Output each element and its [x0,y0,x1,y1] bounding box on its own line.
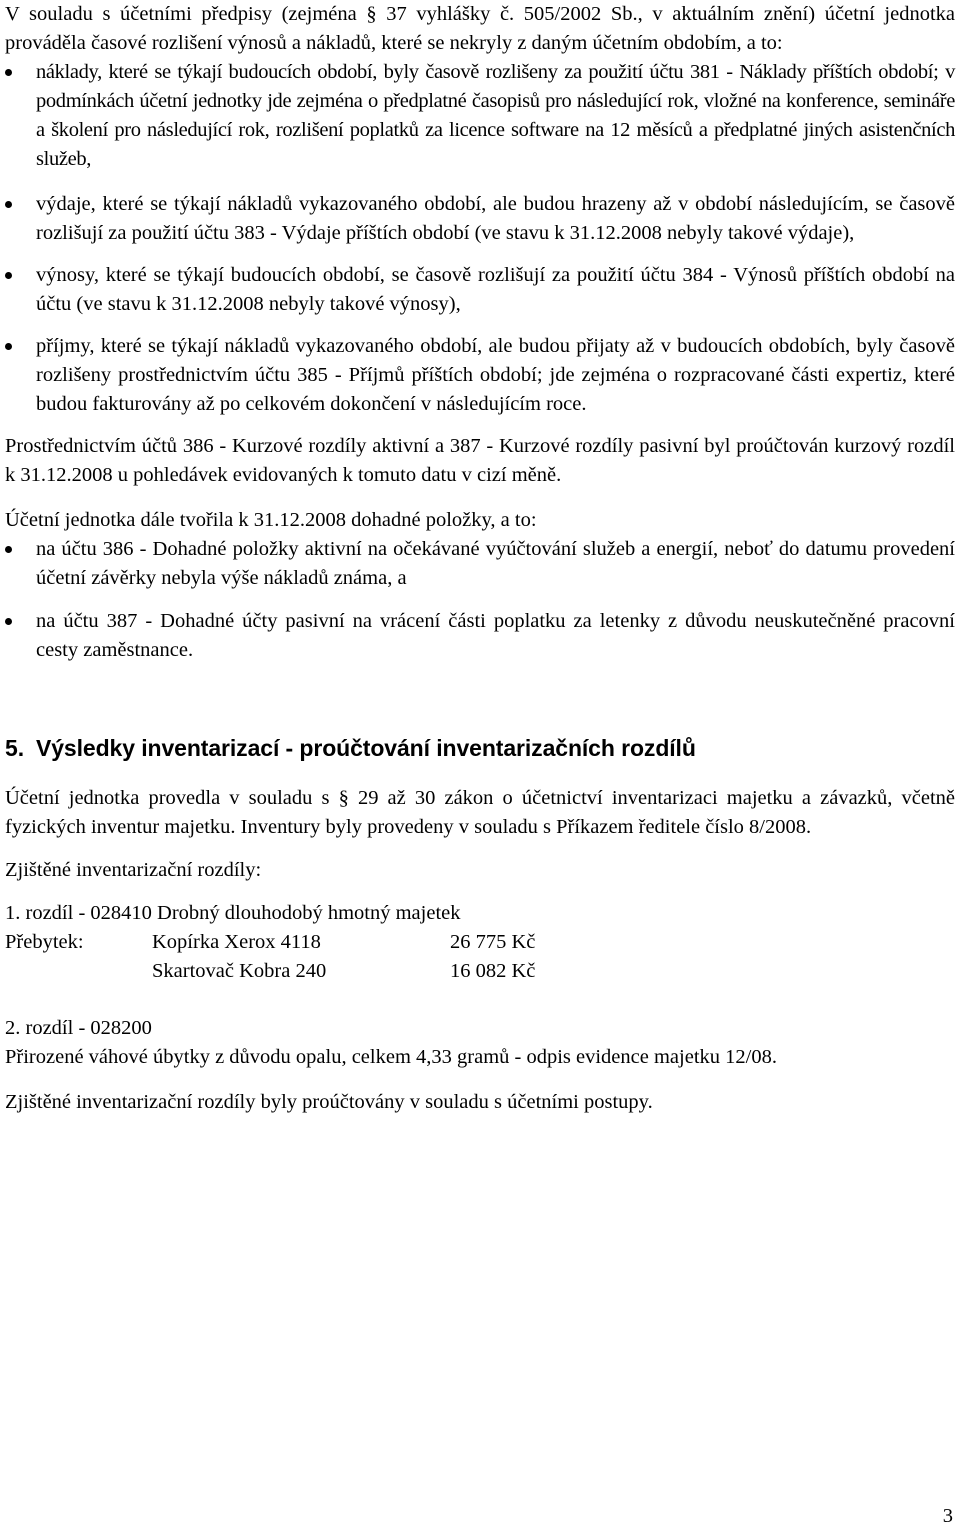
section-heading [5,733,955,763]
inventory-paragraph: Účetní jednotka provedla v souladu s § 29 až 30 zákon o účetnictví inventarizaci majetku a závazků, včetně fyzických inventur majetku. Inventury byly provedeny v souladu s Příkazem ředitele číslo 8/2008. [5,787,955,838]
section-number: 5. [5,735,24,761]
list-item-text: náklady, které se týkají budoucích období, byly časově rozlišeny za použití účtu 381 - Náklady příštích období; v podmínkách účetní jednotky jde zejména o předplatné časopisů pro následující rok, vložné na konference, semináře a školení pro následující rok, rozlišení poplatků za licence software na 12 měsíců a předplatné jiných asistenčních služeb, [36,61,955,170]
list-item [5,332,955,419]
exchange-rate-paragraph: Prostřednictvím účtů 386 - Kurzové rozdíly aktivní a 387 - Kurzové rozdíly pasivní byl proúčtován kurzový rozdíl k 31.12.2008 u pohledávek evidovaných k tomuto datu v cizí měně. [5,435,955,486]
surplus-item-amount: 26 775 Kč [450,931,536,953]
bullet-icon [5,69,12,76]
document-page [5,0,955,1117]
list-item-text: výnosy, které se týkají budoucích období, se časově rozlišují za použití účtu 384 - Výnosů příštích období na účtu (ve stavu k 31.12.2008 nebyly takové výnosy), [36,264,955,315]
list-item [5,607,955,665]
differences-label: Zjištěné inventarizační rozdíly: [5,859,262,881]
surplus-item-name: Skartovač Kobra 240 [152,960,327,982]
surplus-label-spacer [5,957,152,986]
list-item [5,535,955,593]
estimates-intro: Účetní jednotka dále tvořila k 31.12.2008 dohadné položky, a to: [5,509,537,531]
bullet-icon [5,618,12,625]
bullet-icon [5,272,12,279]
list-item-text: na účtu 386 - Dohadné položky aktivní na očekávané vyúčtování služeb a energií, neboť do datumu provedení účetní závěrky nebyla výše nákladů známa, a [36,538,955,589]
list-item [5,190,955,248]
surplus-table [5,928,955,986]
list-item [5,58,955,174]
difference-2-text: Přirozené váhové úbytky z důvodu opalu, celkem 4,33 gramů - odpis evidence majetku 12/08. [5,1046,777,1068]
list-item [5,261,955,319]
accruals-list [5,58,955,419]
difference-2-title: 2. rozdíl - 028200 [5,1017,152,1039]
difference-1-title: 1. rozdíl - 028410 Drobný dlouhodobý hmotný majetek [5,902,461,924]
list-item-text: příjmy, které se týkají nákladů vykazovaného období, ale budou přijaty až v budoucích obdobích, byly časově rozlišeny prostřednictvím účtu 385 - Příjmů příštích období; jde zejména o rozpracované části expertiz, které budou fakturovány až po celkovém dokončení v následujícím roce. [36,335,955,415]
bullet-icon [5,546,12,553]
intro-paragraph: V souladu s účetními předpisy (zejména § 37 vyhlášky č. 505/2002 Sb., v aktuálním znění) účetní jednotka prováděla časové rozlišení výnosů a nákladů, které se nekryly z daným účetním obdobím, a to: [5,3,955,54]
surplus-label: Přebytek: [5,931,84,953]
surplus-item-amount: 16 082 Kč [450,960,536,982]
list-item-text: výdaje, které se týkají nákladů vykazovaného období, ale budou hrazeny až v období následujícím, se časově rozlišují za použití účtu 383 - Výdaje příštích období (ve stavu k 31.12.2008 nebyly takové výdaje), [36,193,955,244]
section-title: Výsledky inventarizací - proúčtování inventarizačních rozdílů [35,735,696,761]
surplus-item-name: Kopírka Xerox 4118 [152,931,321,953]
list-item-text: na účtu 387 - Dohadné účty pasivní na vrácení části poplatku za letenky z důvodu neuskutečněné pracovní cesty zaměstnance. [36,610,955,661]
closing-paragraph: Zjištěné inventarizační rozdíly byly proúčtovány v souladu s účetními postupy. [5,1091,653,1113]
bullet-icon [5,343,12,350]
bullet-icon [5,201,12,208]
page-number: 3 [942,1505,953,1527]
estimates-list [5,535,955,665]
